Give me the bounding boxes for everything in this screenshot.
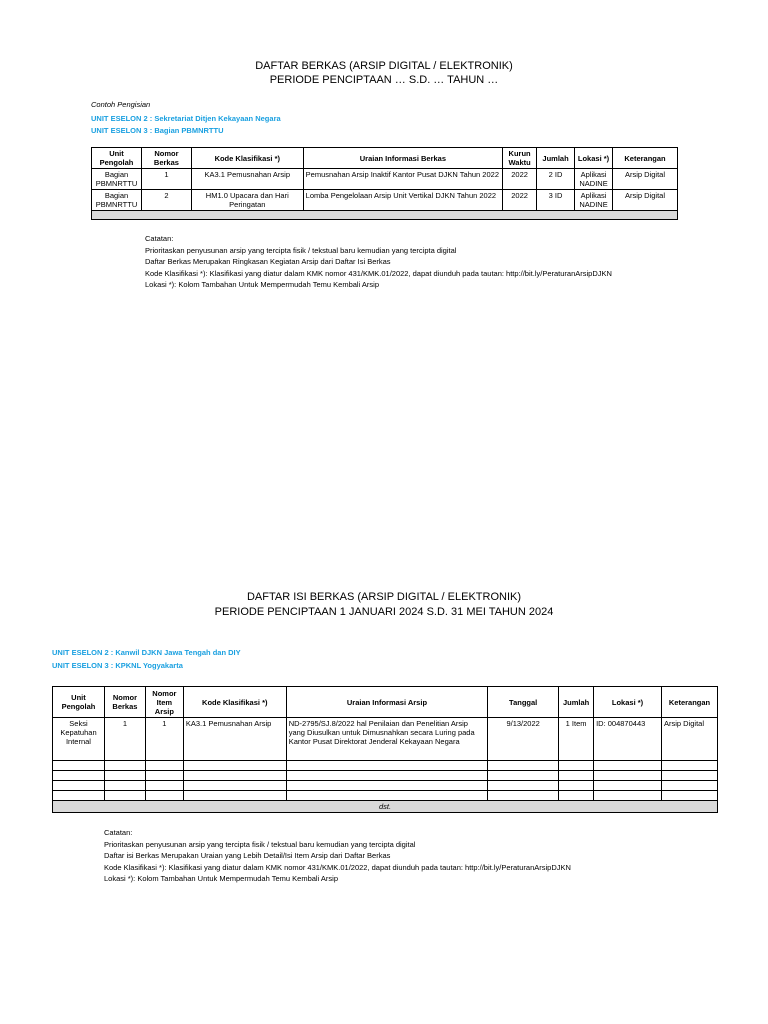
doc1-note: Catatan: [145, 234, 174, 243]
table-cell: Seksi Kepatuhan Internal [53, 718, 105, 761]
doc2-header-cell: Tanggal [488, 687, 559, 718]
doc1-title-line1: DAFTAR BERKAS (ARSIP DIGITAL / ELEKTRONIK) [255, 60, 513, 72]
doc1-note: Daftar Berkas Merupakan Ringkasan Kegiatan Arsip dari Daftar Isi Berkas [145, 257, 391, 266]
doc2-title-line2: PERIODE PENCIPTAAN 1 JANUARI 2024 S.D. 31 MEI TAHUN 2024 [214, 606, 554, 618]
table-cell: Pemusnahan Arsip Inaktif Kantor Pusat DJKN Tahun 2022 [303, 169, 502, 190]
doc2-footer-cell: dst. [53, 801, 718, 813]
table-row [53, 781, 718, 791]
table-cell: KA3.1 Pemusnahan Arsip [183, 718, 286, 761]
doc2-note: Lokasi *): Kolom Tambahan Untuk Mempermudah Temu Kembali Arsip [104, 874, 339, 883]
doc2-header-cell: Kode Klasifikasi *) [183, 687, 286, 718]
table-cell: ID: 004870443 [594, 718, 662, 761]
doc1-header-cell: Uraian Informasi Berkas [303, 148, 502, 169]
doc2-footer-row [53, 801, 718, 813]
doc1-note: Kode Klasifikasi *): Klasifikasi yang diatur dalam KMK nomor 431/KMK.01/2022, dapat diunduh pada tautan: http://bit.ly/PeraturanArsipDJKN [145, 268, 612, 278]
table-cell: 1 [104, 718, 145, 761]
table-cell: 9/13/2022 [488, 718, 559, 761]
table-cell: Bagian PBMNRTTU [92, 169, 142, 190]
table-cell: Aplikasi NADINE [575, 169, 613, 190]
table-row [92, 169, 678, 190]
doc2-notes [104, 827, 571, 885]
table-cell: 3 ID [537, 190, 575, 211]
doc2-unit-eselon2: UNIT ESELON 2 : Kanwil DJKN Jawa Tengah dan DIY [52, 648, 241, 657]
table-row [53, 771, 718, 781]
doc1-header-cell: Kode Klasifikasi *) [191, 148, 303, 169]
table-cell: ND-2795/SJ.8/2022 hal Penilaian dan Penelitian Arsip yang Diusulkan untuk Dimusnahkan secara Luring pada Kantor Pusat Direktorat Jenderal Kekayaan Negara [286, 718, 488, 761]
doc1-note: Prioritaskan penyusunan arsip yang tercipta fisik / tekstual baru kemudian yang tercipta digital [145, 245, 457, 255]
doc2-note: Daftar isi Berkas Merupakan Uraian yang Lebih Detail/Isi Item Arsip dari Daftar Berkas [104, 851, 391, 860]
doc2-header-cell: Keterangan [661, 687, 717, 718]
doc2-header-cell: Lokasi *) [594, 687, 662, 718]
doc2-header-row [53, 687, 718, 718]
doc1-header-cell: Unit Pengolah [92, 148, 142, 169]
doc1-table [91, 147, 678, 220]
doc1-example-label: Contoh Pengisian [91, 100, 151, 109]
table-cell: 1 [141, 169, 191, 190]
doc2-header-cell: Nomor Item Arsip [145, 687, 183, 718]
doc1-header-cell: Kurun Waktu [503, 148, 537, 169]
doc1-unit-eselon3: UNIT ESELON 3 : Bagian PBMNRTTU [91, 126, 224, 135]
table-cell: Bagian PBMNRTTU [92, 190, 142, 211]
table-cell: 1 Item [559, 718, 594, 761]
table-cell: 2 [141, 190, 191, 211]
table-cell: KA3.1 Pemusnahan Arsip [191, 169, 303, 190]
doc1-header-row [92, 148, 678, 169]
table-row [92, 190, 678, 211]
doc2-header-cell: Uraian Informasi Arsip [286, 687, 488, 718]
doc2-header-cell: Jumlah [559, 687, 594, 718]
doc2-title-line1: DAFTAR ISI BERKAS (ARSIP DIGITAL / ELEKTRONIK) [246, 591, 522, 603]
doc2-note: Kode Klasifikasi *): Klasifikasi yang diatur dalam KMK nomor 431/KMK.01/2022, dapat diunduh pada tautan: http://bit.ly/PeraturanArsipDJKN [104, 862, 571, 872]
table-cell: HM1.0 Upacara dan Hari Peringatan [191, 190, 303, 211]
doc1-header-cell: Lokasi *) [575, 148, 613, 169]
table-row [53, 761, 718, 771]
doc1-footer-row [92, 211, 678, 220]
table-row [53, 718, 718, 761]
doc1-notes [145, 233, 612, 291]
table-cell: 2 ID [537, 169, 575, 190]
doc1-note: Lokasi *): Kolom Tambahan Untuk Mempermudah Temu Kembali Arsip [145, 280, 380, 289]
doc2-header-cell: Unit Pengolah [53, 687, 105, 718]
doc1-header-cell: Nomor Berkas [141, 148, 191, 169]
doc1-header-cell: Keterangan [613, 148, 678, 169]
table-cell: Lomba Pengelolaan Arsip Unit Vertikal DJKN Tahun 2022 [303, 190, 502, 211]
doc1-unit-eselon2: UNIT ESELON 2 : Sekretariat Ditjen Kekayaan Negara [91, 114, 281, 123]
table-cell: Aplikasi NADINE [575, 190, 613, 211]
doc2-header-cell: Nomor Berkas [104, 687, 145, 718]
table-cell: 1 [145, 718, 183, 761]
doc2-table [52, 686, 718, 813]
table-cell: Arsip Digital [613, 169, 678, 190]
table-cell: 2022 [503, 169, 537, 190]
table-cell: Arsip Digital [613, 190, 678, 211]
doc2-unit-eselon3: UNIT ESELON 3 : KPKNL Yogyakarta [52, 661, 183, 670]
table-row [53, 791, 718, 801]
doc2-note: Catatan: [104, 828, 133, 837]
table-cell: Arsip Digital [661, 718, 717, 761]
doc1-title-line2: PERIODE PENCIPTAAN … S.D. … TAHUN … [269, 74, 499, 86]
table-cell: 2022 [503, 190, 537, 211]
doc2-note: Prioritaskan penyusunan arsip yang tercipta fisik / tekstual baru kemudian yang tercipta digital [104, 839, 416, 849]
doc1-header-cell: Jumlah [537, 148, 575, 169]
doc1-footer-cell [92, 211, 678, 220]
